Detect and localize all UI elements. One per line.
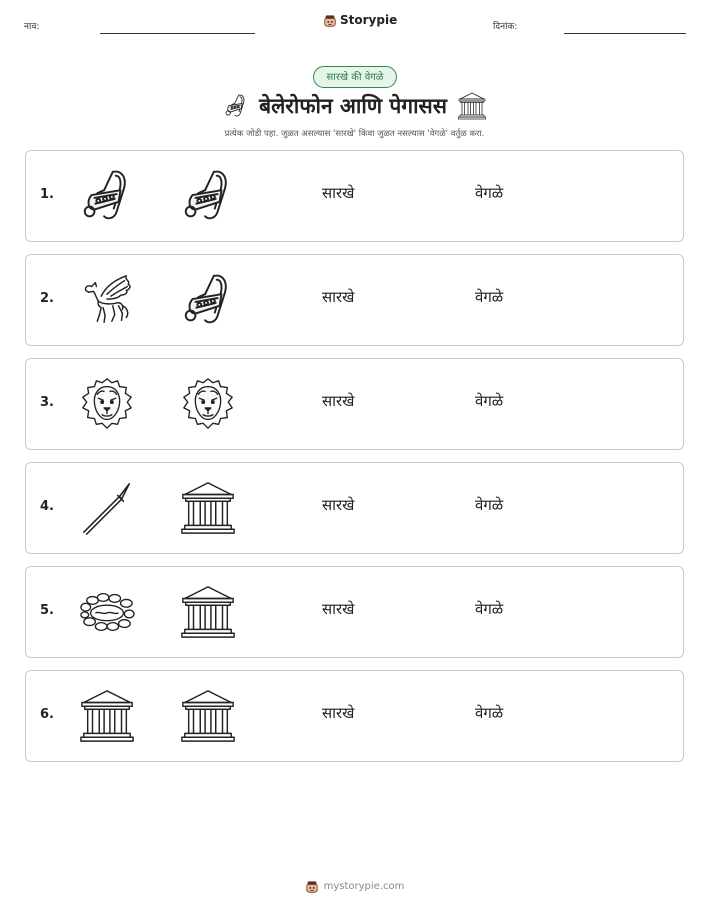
bridle-icon [78,167,136,225]
different-option[interactable]: वेगळे [475,704,504,722]
date-line[interactable] [564,33,686,34]
row-number: 6. [40,707,54,722]
temple-icon [78,687,136,745]
spring-icon [78,583,136,641]
date-label: दिनांक: [493,22,518,32]
row-number: 5. [40,603,54,618]
lion-icon [179,375,237,433]
title-block [200,86,510,126]
bridle-icon [179,167,237,225]
same-option[interactable]: सारखे [322,704,355,722]
temple-icon [179,583,237,641]
different-option[interactable]: वेगळे [475,496,504,514]
name-label: नाव: [24,22,40,32]
category-badge: सारखे की वेगळे [313,66,397,88]
same-option[interactable]: सारखे [322,288,355,306]
storypie-logo-icon [305,879,319,893]
different-option[interactable]: वेगळे [475,600,504,618]
temple-icon [179,687,237,745]
page-title: बेलेरोफोन आणि पेगासस [259,94,447,118]
different-option[interactable]: वेगळे [475,392,504,410]
exercise-row [25,150,684,242]
spear-icon [78,479,136,537]
same-option[interactable]: सारखे [322,392,355,410]
footer [0,879,709,893]
same-option[interactable]: सारखे [322,496,355,514]
bridle-icon [179,271,237,329]
temple-icon [179,479,237,537]
same-option[interactable]: सारखे [322,184,355,202]
different-option[interactable]: वेगळे [475,184,504,202]
exercise-row [25,670,684,762]
different-option[interactable]: वेगळे [475,288,504,306]
footer-url[interactable]: mystorypie.com [323,880,405,892]
name-line[interactable] [100,33,255,34]
row-number: 1. [40,187,54,202]
temple-icon [457,91,487,121]
row-number: 2. [40,291,54,306]
same-option[interactable]: सारखे [322,600,355,618]
exercise-row [25,462,684,554]
brand [323,13,397,27]
pegasus-icon [78,271,136,329]
exercise-row [25,566,684,658]
brand-name: Storypie [340,13,398,27]
row-number: 3. [40,395,54,410]
exercise-row [25,358,684,450]
worksheet-header [0,0,709,40]
lion-icon [78,375,136,433]
bridle-icon [223,93,249,119]
instructions: प्रत्येक जोडी पहा. जुळत असल्यास 'सारखे' किंवा जुळत नसल्यास 'वेगळे' वर्तुळ करा. [224,129,485,139]
storypie-logo-icon [323,13,337,27]
row-number: 4. [40,499,54,514]
exercise-row [25,254,684,346]
